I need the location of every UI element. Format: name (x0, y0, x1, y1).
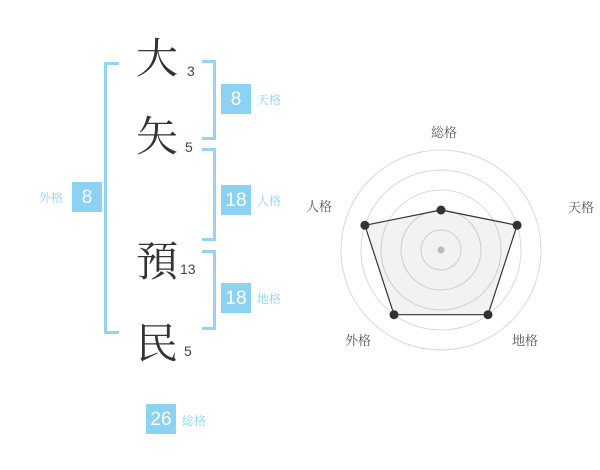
tenkaku-label: 天格 (257, 93, 282, 107)
surname-char-1: 大 (135, 35, 178, 82)
radar-vertex-dot (360, 221, 369, 230)
soukaku-badge: 26 (146, 404, 176, 434)
radar-vertex-dot (437, 206, 446, 215)
stroke-count-2: 5 (185, 139, 193, 155)
gaikaku-label: 外格 (39, 191, 64, 205)
jinkaku-badge: 18 (221, 185, 251, 215)
radar-vertex-dot (484, 310, 493, 319)
chikaku-label: 地格 (257, 292, 282, 306)
surname-char-2: 矢 (135, 113, 178, 160)
gaikaku-badge: 8 (72, 182, 102, 212)
givenname-char-2: 民 (135, 320, 178, 367)
radar-axis-label: 天格 (568, 200, 595, 215)
radar-data-polygon (365, 210, 517, 315)
radar-vertex-dot (390, 310, 399, 319)
tenkaku-badge: 8 (221, 84, 251, 114)
radar-axis-label: 外格 (344, 333, 371, 348)
jinkaku-label: 人格 (257, 194, 282, 208)
radar-axis-label: 地格 (512, 333, 539, 348)
givenname-char-1: 預 (135, 238, 178, 285)
chikaku-badge: 18 (221, 283, 251, 313)
stroke-count-1: 3 (187, 63, 195, 79)
stroke-count-3: 13 (180, 261, 196, 277)
stroke-count-4: 5 (184, 343, 192, 359)
radar-axis-label: 人格 (305, 199, 332, 214)
radar-axis-label: 総格 (430, 125, 458, 140)
radar-vertex-dot (513, 221, 522, 230)
radar-center-dot (438, 247, 445, 254)
soukaku-label: 総格 (182, 414, 207, 428)
